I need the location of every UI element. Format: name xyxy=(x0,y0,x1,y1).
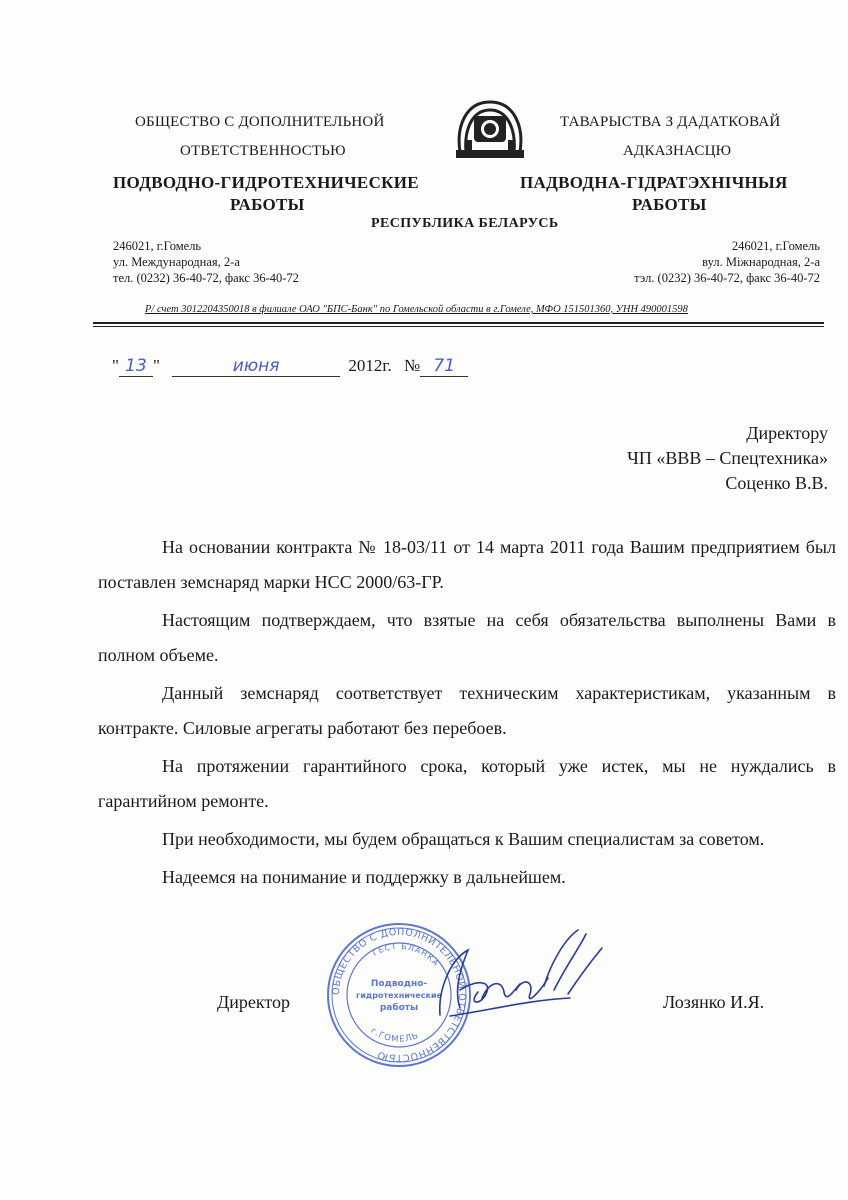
address-ru-line: 246021, г.Гомель xyxy=(113,239,202,253)
handwritten-signature xyxy=(420,920,620,1030)
body-paragraph: При необходимости, мы будем обращаться к Вашим специалистам за советом. xyxy=(162,829,765,849)
org-name-by-line1: ТАВАРЫСТВА З ДАДАТКОВАЙ xyxy=(560,114,781,130)
address-by xyxy=(634,238,820,286)
body-paragraph: Данный земснаряд соответствует техническим характеристикам, указанным в контракте. Силовые агрегаты работают без перебоев. xyxy=(98,683,836,738)
signatory-name: Лозянко И.Я. xyxy=(663,992,765,1012)
org-name-by-line2: АДКАЗНАСЦЮ xyxy=(623,143,732,159)
org-activity-ru-line1: ПОДВОДНО-ГИДРОТЕХНИЧЕСКИЕ xyxy=(113,173,419,192)
stamp-center-line2: гидротехнические xyxy=(356,991,442,1000)
body-paragraph: На протяжении гарантийного срока, который уже истек, мы не нуждались в гарантийном ремонте. xyxy=(98,756,836,811)
address-by-line: 246021, г.Гомель xyxy=(731,239,820,253)
date-line xyxy=(112,356,468,377)
stamp-bottom-text: г.ГОМЕЛЬ xyxy=(368,1025,421,1045)
stamp-center-line1: Подводно- xyxy=(370,979,428,989)
recipient-company: ЧП «ВВВ – Спецтехника» xyxy=(627,448,828,468)
date-year: 2012г. xyxy=(348,356,392,375)
stamp-center-line3: работы xyxy=(379,1003,419,1013)
doc-number: 71 xyxy=(420,356,468,377)
address-by-line: тэл. (0232) 36-40-72, факс 36-40-72 xyxy=(634,271,820,285)
address-ru-line: тел. (0232) 36-40-72, факс 36-40-72 xyxy=(113,271,299,285)
country-label: РЕСПУБЛИКА БЕЛАРУСЬ xyxy=(371,216,559,231)
recipient-name: Соценко В.В. xyxy=(725,473,828,493)
body-paragraph: На основании контракта № 18-03/11 от 14 марта 2011 года Вашим предприятием был поставлен земснаряд марки НСС 2000/63-ГР. xyxy=(98,537,836,592)
org-activity-ru-line2: РАБОТЫ xyxy=(230,195,305,214)
recipient-title: Директору xyxy=(746,423,828,443)
address-ru xyxy=(113,238,299,286)
recipient-block xyxy=(627,421,828,496)
address-ru-line: ул. Международная, 2-а xyxy=(113,255,240,269)
signatory-title: Директор xyxy=(217,992,291,1012)
letter-body xyxy=(98,530,836,895)
date-month: июня xyxy=(172,356,340,377)
stamp-outer-text: ОБЩЕСТВО С ДОПОЛНИТЕЛЬНОЙ ОТВЕТСТВЕННОСТЬЮ xyxy=(330,926,468,1064)
org-name-ru-line1: ОБЩЕСТВО С ДОПОЛНИТЕЛЬНОЙ xyxy=(135,114,385,130)
org-name-ru-line2: ОТВЕТСТВЕННОСТЬЮ xyxy=(180,143,346,159)
bank-details: Р/ счет 3012204350018 в филиале ОАО "БПС-Банк" по Гомельской области в г.Гомеле, МФО 151501360, УНН 490001598 xyxy=(145,304,688,315)
body-paragraph: Настоящим подтверждаем, что взятые на себя обязательства выполнены Вами в полном объеме. xyxy=(98,610,836,665)
diving-helmet-icon xyxy=(452,96,528,162)
org-activity-by-line2: РАБОТЫ xyxy=(632,195,707,214)
doc-number-label: № xyxy=(403,356,421,375)
org-activity-by-line1: ПАДВОДНА-ГІДРАТЭХНІЧНЫЯ xyxy=(520,173,788,192)
header-divider-thin xyxy=(93,326,824,327)
date-day: 13 xyxy=(119,356,153,377)
address-by-line: вул. Міжнародная, 2-а xyxy=(702,255,820,269)
body-paragraph: Надеемся на понимание и поддержку в дальнейшем. xyxy=(162,867,566,887)
date-quote-close: " xyxy=(152,356,160,375)
header-divider xyxy=(93,322,824,324)
date-quote-open: " xyxy=(112,356,119,375)
stamp-inner-top: ГЕСТ БЛАНКА xyxy=(370,941,441,969)
